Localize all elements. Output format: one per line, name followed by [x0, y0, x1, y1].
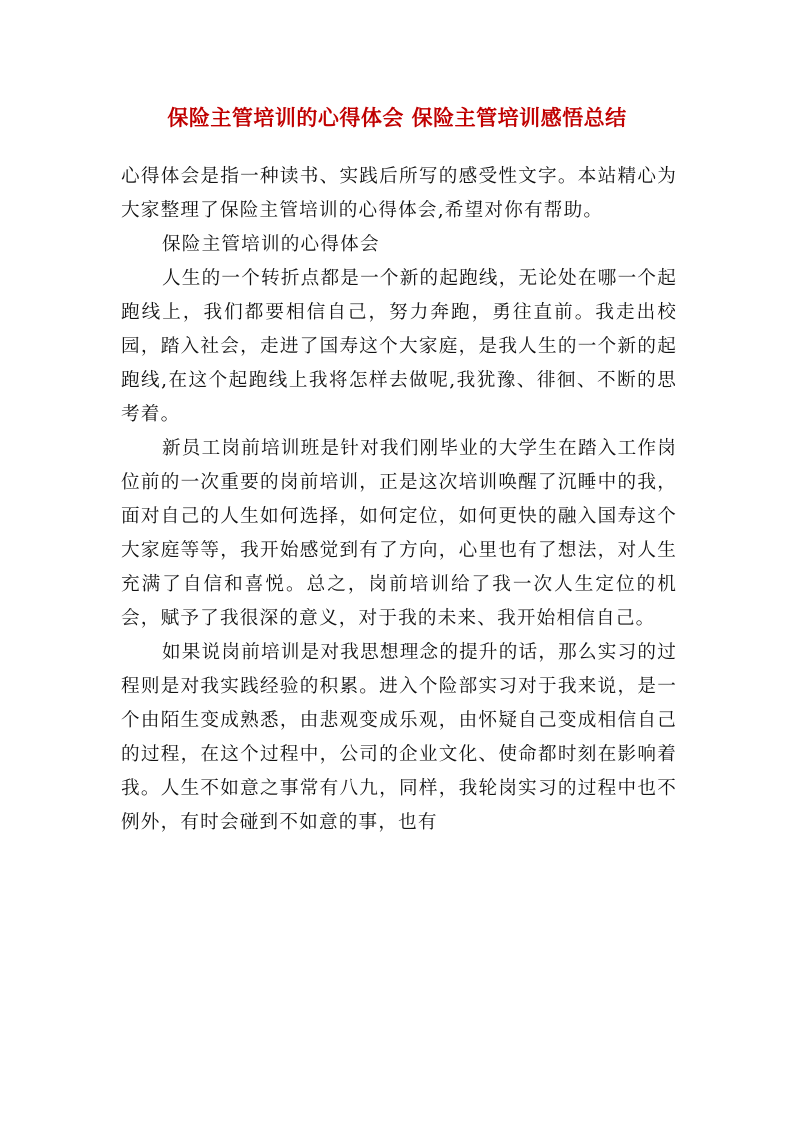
body-paragraph: 如果说岗前培训是对我思想理念的提升的话，那么实习的过程则是对我实践经验的积累。进入个险部实习对于我来说，是一个由陌生变成熟悉，由悲观变成乐观，由怀疑自己变成相信自己的过程，在这个过程中，公司的企业文化、使命都时刻在影响着我。人生不如意之事常有八九，同样，我轮岗实习的过程中也不例外，有时会碰到不如意的事，也有: [121, 642, 677, 833]
body-paragraph: 新员工岗前培训班是针对我们刚毕业的大学生在踏入工作岗位前的一次重要的岗前培训，正是这次培训唤醒了沉睡中的我，面对自己的人生如何选择，如何定位，如何更快的融入国寿这个大家庭等等，我开始感觉到有了方向，心里也有了想法，对人生充满了自信和喜悦。总之，岗前培训给了我一次人生定位的机会，赋予了我很深的意义，对于我的未来、我开始相信自己。: [121, 438, 677, 629]
document-title: 保险主管培训的心得体会 保险主管培训感悟总结: [167, 105, 627, 130]
section-subheading: 保险主管培训的心得体会: [162, 234, 380, 255]
intro-paragraph: 心得体会是指一种读书、实践后所写的感受性文字。本站精心为大家整理了保险主管培训的心得体会,希望对你有帮助。: [121, 166, 677, 221]
document-body: [121, 160, 677, 840]
body-paragraph: 人生的一个转折点都是一个新的起跑线，无论处在哪一个起跑线上，我们都要相信自己，努力奔跑，勇往直前。我走出校园，踏入社会，走进了国寿这个大家庭，是我人生的一个新的起跑线,在这个起跑线上我将怎样去做呢,我犹豫、徘徊、不断的思考着。: [121, 268, 677, 425]
